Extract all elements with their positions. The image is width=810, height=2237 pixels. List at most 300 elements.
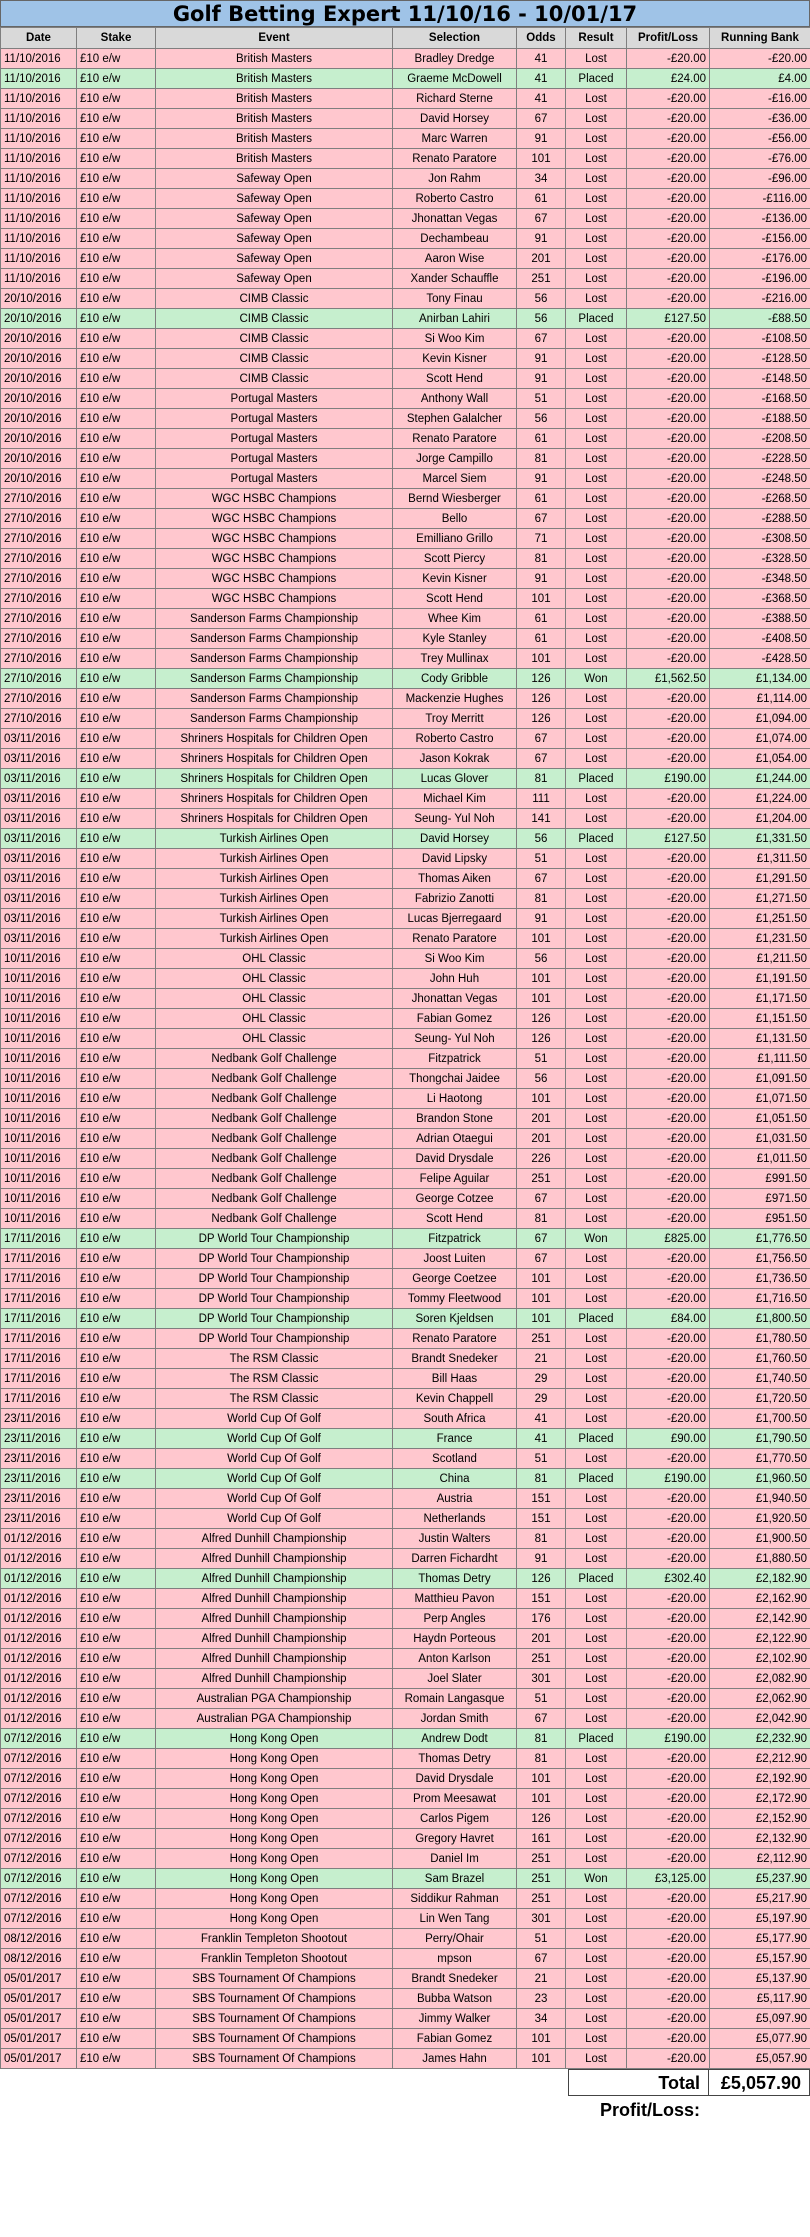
- event-cell: Alfred Dunhill Championship: [156, 1589, 393, 1609]
- profit-loss-cell: -£20.00: [627, 1389, 710, 1409]
- profit-loss-cell: -£20.00: [627, 909, 710, 929]
- event-cell: Nedbank Golf Challenge: [156, 1209, 393, 1229]
- odds-cell: 201: [517, 1629, 566, 1649]
- odds-cell: 41: [517, 1429, 566, 1449]
- table-row: [1, 1809, 810, 1829]
- date-cell: 11/10/2016: [1, 129, 77, 149]
- selection-cell: Dechambeau: [393, 229, 517, 249]
- table-row: [1, 169, 810, 189]
- stake-cell: £10 e/w: [77, 949, 156, 969]
- selection-cell: Cody Gribble: [393, 669, 517, 689]
- date-cell: 27/10/2016: [1, 529, 77, 549]
- date-cell: 23/11/2016: [1, 1489, 77, 1509]
- table-row: [1, 89, 810, 109]
- table-row: [1, 249, 810, 269]
- event-cell: DP World Tour Championship: [156, 1289, 393, 1309]
- table-row: [1, 189, 810, 209]
- profit-loss-cell: -£20.00: [627, 1589, 710, 1609]
- running-bank-cell: £971.50: [710, 1189, 810, 1209]
- odds-cell: 81: [517, 1469, 566, 1489]
- running-bank-cell: -£88.50: [710, 309, 810, 329]
- event-cell: SBS Tournament Of Champions: [156, 2009, 393, 2029]
- result-cell: Lost: [566, 809, 627, 829]
- profit-loss-cell: -£20.00: [627, 1109, 710, 1129]
- profit-loss-cell: -£20.00: [627, 149, 710, 169]
- date-cell: 11/10/2016: [1, 169, 77, 189]
- running-bank-cell: £1,760.50: [710, 1349, 810, 1369]
- running-bank-cell: -£168.50: [710, 389, 810, 409]
- event-cell: Safeway Open: [156, 269, 393, 289]
- profit-loss-cell: -£20.00: [627, 969, 710, 989]
- stake-cell: £10 e/w: [77, 1769, 156, 1789]
- table-row: [1, 2009, 810, 2029]
- profit-loss-cell: -£20.00: [627, 1529, 710, 1549]
- event-cell: Sanderson Farms Championship: [156, 689, 393, 709]
- table-row: [1, 689, 810, 709]
- table-row: [1, 109, 810, 129]
- profit-loss-cell: -£20.00: [627, 1369, 710, 1389]
- event-cell: Nedbank Golf Challenge: [156, 1069, 393, 1089]
- result-cell: Lost: [566, 1489, 627, 1509]
- running-bank-cell: £5,097.90: [710, 2009, 810, 2029]
- profit-loss-cell: -£20.00: [627, 1009, 710, 1029]
- running-bank-cell: £5,077.90: [710, 2029, 810, 2049]
- stake-cell: £10 e/w: [77, 169, 156, 189]
- selection-cell: David Drysdale: [393, 1769, 517, 1789]
- odds-cell: 61: [517, 609, 566, 629]
- profit-loss-cell: £190.00: [627, 769, 710, 789]
- odds-cell: 81: [517, 769, 566, 789]
- date-cell: 10/11/2016: [1, 1149, 77, 1169]
- table-row: [1, 469, 810, 489]
- result-cell: Lost: [566, 709, 627, 729]
- table-row: [1, 449, 810, 469]
- table-row: [1, 1169, 810, 1189]
- odds-cell: 151: [517, 1489, 566, 1509]
- profit-loss-cell: -£20.00: [627, 1969, 710, 1989]
- selection-cell: Kyle Stanley: [393, 629, 517, 649]
- event-cell: Shriners Hospitals for Children Open: [156, 729, 393, 749]
- date-cell: 17/11/2016: [1, 1389, 77, 1409]
- running-bank-cell: £2,132.90: [710, 1829, 810, 1849]
- event-cell: The RSM Classic: [156, 1349, 393, 1369]
- result-cell: Lost: [566, 929, 627, 949]
- date-cell: 17/11/2016: [1, 1309, 77, 1329]
- date-cell: 07/12/2016: [1, 1809, 77, 1829]
- result-cell: Lost: [566, 1369, 627, 1389]
- selection-cell: France: [393, 1429, 517, 1449]
- table-row: [1, 669, 810, 689]
- running-bank-cell: -£188.50: [710, 409, 810, 429]
- profit-loss-cell: -£20.00: [627, 589, 710, 609]
- date-cell: 11/10/2016: [1, 189, 77, 209]
- selection-cell: Gregory Havret: [393, 1829, 517, 1849]
- table-row: [1, 389, 810, 409]
- selection-cell: David Drysdale: [393, 1149, 517, 1169]
- running-bank-cell: £2,152.90: [710, 1809, 810, 1829]
- stake-cell: £10 e/w: [77, 1089, 156, 1109]
- profit-loss-cell: -£20.00: [627, 569, 710, 589]
- running-bank-cell: £1,770.50: [710, 1449, 810, 1469]
- odds-cell: 61: [517, 489, 566, 509]
- odds-cell: 51: [517, 849, 566, 869]
- odds-cell: 51: [517, 1929, 566, 1949]
- stake-cell: £10 e/w: [77, 1909, 156, 1929]
- selection-cell: Bubba Watson: [393, 1989, 517, 2009]
- stake-cell: £10 e/w: [77, 769, 156, 789]
- stake-cell: £10 e/w: [77, 1429, 156, 1449]
- odds-cell: 101: [517, 1289, 566, 1309]
- stake-cell: £10 e/w: [77, 1129, 156, 1149]
- date-cell: 10/11/2016: [1, 1129, 77, 1149]
- selection-cell: Anton Karlson: [393, 1649, 517, 1669]
- running-bank-cell: £5,197.90: [710, 1909, 810, 1929]
- profit-loss-cell: -£20.00: [627, 1329, 710, 1349]
- event-cell: CIMB Classic: [156, 349, 393, 369]
- date-cell: 05/01/2017: [1, 2009, 77, 2029]
- profit-loss-cell: £825.00: [627, 1229, 710, 1249]
- profit-loss-cell: -£20.00: [627, 429, 710, 449]
- stake-cell: £10 e/w: [77, 1389, 156, 1409]
- result-cell: Won: [566, 1869, 627, 1889]
- result-cell: Lost: [566, 749, 627, 769]
- total-value: £5,057.90: [708, 2069, 810, 2096]
- date-cell: 27/10/2016: [1, 509, 77, 529]
- odds-cell: 101: [517, 589, 566, 609]
- result-cell: Lost: [566, 949, 627, 969]
- table-row: [1, 929, 810, 949]
- selection-cell: Tommy Fleetwood: [393, 1289, 517, 1309]
- result-cell: Lost: [566, 1069, 627, 1089]
- result-cell: Lost: [566, 1809, 627, 1829]
- selection-cell: Xander Schauffle: [393, 269, 517, 289]
- table-row: [1, 1289, 810, 1309]
- date-cell: 03/11/2016: [1, 789, 77, 809]
- table-row: [1, 1429, 810, 1449]
- selection-cell: Michael Kim: [393, 789, 517, 809]
- date-cell: 11/10/2016: [1, 249, 77, 269]
- table-row: [1, 849, 810, 869]
- result-cell: Lost: [566, 329, 627, 349]
- date-cell: 17/11/2016: [1, 1249, 77, 1269]
- event-cell: World Cup Of Golf: [156, 1509, 393, 1529]
- date-cell: 03/11/2016: [1, 749, 77, 769]
- stake-cell: £10 e/w: [77, 709, 156, 729]
- selection-cell: Soren Kjeldsen: [393, 1309, 517, 1329]
- stake-cell: £10 e/w: [77, 1969, 156, 1989]
- column-header-row: [1, 28, 810, 49]
- odds-cell: 251: [517, 1649, 566, 1669]
- date-cell: 07/12/2016: [1, 1849, 77, 1869]
- bets-table: [0, 27, 810, 2069]
- table-row: [1, 629, 810, 649]
- selection-cell: Bill Haas: [393, 1369, 517, 1389]
- profit-loss-cell: -£20.00: [627, 1289, 710, 1309]
- result-cell: Lost: [566, 89, 627, 109]
- table-row: [1, 1749, 810, 1769]
- date-cell: 20/10/2016: [1, 329, 77, 349]
- stake-cell: £10 e/w: [77, 2029, 156, 2049]
- table-row: [1, 1889, 810, 1909]
- odds-cell: 101: [517, 1789, 566, 1809]
- running-bank-cell: £1,244.00: [710, 769, 810, 789]
- table-row: [1, 1829, 810, 1849]
- odds-cell: 67: [517, 1249, 566, 1269]
- date-cell: 17/11/2016: [1, 1229, 77, 1249]
- date-cell: 10/11/2016: [1, 1109, 77, 1129]
- event-cell: OHL Classic: [156, 949, 393, 969]
- running-bank-cell: £1,011.50: [710, 1149, 810, 1169]
- date-cell: 20/10/2016: [1, 429, 77, 449]
- running-bank-cell: £2,102.90: [710, 1649, 810, 1669]
- event-cell: CIMB Classic: [156, 309, 393, 329]
- stake-cell: £10 e/w: [77, 549, 156, 569]
- event-cell: Turkish Airlines Open: [156, 869, 393, 889]
- stake-cell: £10 e/w: [77, 1629, 156, 1649]
- table-row: [1, 2049, 810, 2069]
- date-cell: 03/11/2016: [1, 929, 77, 949]
- result-cell: Placed: [566, 1729, 627, 1749]
- running-bank-cell: -£148.50: [710, 369, 810, 389]
- table-row: [1, 429, 810, 449]
- profit-loss-cell: £3,125.00: [627, 1869, 710, 1889]
- result-cell: Placed: [566, 69, 627, 89]
- selection-cell: Romain Langasque: [393, 1689, 517, 1709]
- event-cell: SBS Tournament Of Champions: [156, 2029, 393, 2049]
- event-cell: Sanderson Farms Championship: [156, 669, 393, 689]
- profit-loss-cell: -£20.00: [627, 1549, 710, 1569]
- selection-cell: Lin Wen Tang: [393, 1909, 517, 1929]
- result-cell: Placed: [566, 1569, 627, 1589]
- event-cell: Nedbank Golf Challenge: [156, 1129, 393, 1149]
- date-cell: 11/10/2016: [1, 49, 77, 69]
- event-cell: Hong Kong Open: [156, 1769, 393, 1789]
- stake-cell: £10 e/w: [77, 109, 156, 129]
- result-cell: Lost: [566, 1609, 627, 1629]
- date-cell: 03/11/2016: [1, 729, 77, 749]
- stake-cell: £10 e/w: [77, 1009, 156, 1029]
- date-cell: 11/10/2016: [1, 149, 77, 169]
- table-row: [1, 209, 810, 229]
- result-cell: Won: [566, 1229, 627, 1249]
- selection-cell: Siddikur Rahman: [393, 1889, 517, 1909]
- selection-cell: Fabian Gomez: [393, 2029, 517, 2049]
- date-cell: 11/10/2016: [1, 209, 77, 229]
- stake-cell: £10 e/w: [77, 629, 156, 649]
- date-cell: 27/10/2016: [1, 649, 77, 669]
- profit-loss-cell: -£20.00: [627, 1849, 710, 1869]
- selection-cell: Brandt Snedeker: [393, 1349, 517, 1369]
- table-row: [1, 1149, 810, 1169]
- selection-cell: Aaron Wise: [393, 249, 517, 269]
- odds-cell: 101: [517, 1309, 566, 1329]
- profit-loss-cell: -£20.00: [627, 989, 710, 1009]
- event-cell: British Masters: [156, 109, 393, 129]
- stake-cell: £10 e/w: [77, 329, 156, 349]
- table-row: [1, 49, 810, 69]
- event-cell: Alfred Dunhill Championship: [156, 1629, 393, 1649]
- running-bank-cell: £1,900.50: [710, 1529, 810, 1549]
- result-cell: Lost: [566, 569, 627, 589]
- event-cell: Alfred Dunhill Championship: [156, 1549, 393, 1569]
- result-cell: Lost: [566, 1349, 627, 1369]
- odds-cell: 101: [517, 1269, 566, 1289]
- running-bank-cell: -£428.50: [710, 649, 810, 669]
- table-row: [1, 269, 810, 289]
- selection-cell: Scott Hend: [393, 369, 517, 389]
- event-cell: WGC HSBC Champions: [156, 489, 393, 509]
- running-bank-cell: -£228.50: [710, 449, 810, 469]
- stake-cell: £10 e/w: [77, 49, 156, 69]
- result-cell: Lost: [566, 1129, 627, 1149]
- event-cell: WGC HSBC Champions: [156, 549, 393, 569]
- odds-cell: 71: [517, 529, 566, 549]
- stake-cell: £10 e/w: [77, 1749, 156, 1769]
- date-cell: 03/11/2016: [1, 869, 77, 889]
- col-running-bank: Running Bank: [710, 28, 810, 49]
- col-selection: Selection: [393, 28, 517, 49]
- stake-cell: £10 e/w: [77, 429, 156, 449]
- odds-cell: 34: [517, 2009, 566, 2029]
- event-cell: Portugal Masters: [156, 469, 393, 489]
- profit-loss-cell: -£20.00: [627, 949, 710, 969]
- stake-cell: £10 e/w: [77, 1409, 156, 1429]
- table-row: [1, 989, 810, 1009]
- event-cell: SBS Tournament Of Champions: [156, 1969, 393, 1989]
- event-cell: Safeway Open: [156, 249, 393, 269]
- selection-cell: Bradley Dredge: [393, 49, 517, 69]
- selection-cell: Jordan Smith: [393, 1709, 517, 1729]
- profit-loss-cell: £127.50: [627, 309, 710, 329]
- event-cell: Alfred Dunhill Championship: [156, 1609, 393, 1629]
- selection-cell: Seung- Yul Noh: [393, 809, 517, 829]
- selection-cell: David Horsey: [393, 829, 517, 849]
- running-bank-cell: -£248.50: [710, 469, 810, 489]
- date-cell: 20/10/2016: [1, 289, 77, 309]
- odds-cell: 56: [517, 409, 566, 429]
- selection-cell: Anirban Lahiri: [393, 309, 517, 329]
- odds-cell: 81: [517, 449, 566, 469]
- profit-loss-cell: -£20.00: [627, 1629, 710, 1649]
- selection-cell: Perp Angles: [393, 1609, 517, 1629]
- date-cell: 27/10/2016: [1, 609, 77, 629]
- total-row: [0, 2069, 810, 2120]
- profit-loss-cell: -£20.00: [627, 1909, 710, 1929]
- running-bank-cell: £1,920.50: [710, 1509, 810, 1529]
- table-row: [1, 1029, 810, 1049]
- date-cell: 17/11/2016: [1, 1289, 77, 1309]
- running-bank-cell: -£196.00: [710, 269, 810, 289]
- running-bank-cell: £1,211.50: [710, 949, 810, 969]
- stake-cell: £10 e/w: [77, 1109, 156, 1129]
- selection-cell: mpson: [393, 1949, 517, 1969]
- running-bank-cell: £1,880.50: [710, 1549, 810, 1569]
- odds-cell: 81: [517, 1209, 566, 1229]
- stake-cell: £10 e/w: [77, 689, 156, 709]
- result-cell: Placed: [566, 1429, 627, 1449]
- event-cell: WGC HSBC Champions: [156, 529, 393, 549]
- stake-cell: £10 e/w: [77, 1809, 156, 1829]
- running-bank-cell: £1,331.50: [710, 829, 810, 849]
- result-cell: Lost: [566, 1189, 627, 1209]
- running-bank-cell: -£288.50: [710, 509, 810, 529]
- running-bank-cell: £5,177.90: [710, 1929, 810, 1949]
- table-row: [1, 1069, 810, 1089]
- table-row: [1, 369, 810, 389]
- odds-cell: 91: [517, 909, 566, 929]
- odds-cell: 111: [517, 789, 566, 809]
- running-bank-cell: -£96.00: [710, 169, 810, 189]
- odds-cell: 81: [517, 1529, 566, 1549]
- stake-cell: £10 e/w: [77, 1529, 156, 1549]
- selection-cell: Fitzpatrick: [393, 1049, 517, 1069]
- table-row: [1, 1209, 810, 1229]
- running-bank-cell: £1,720.50: [710, 1389, 810, 1409]
- profit-loss-cell: -£20.00: [627, 2049, 710, 2069]
- running-bank-cell: £1,231.50: [710, 929, 810, 949]
- selection-cell: George Cotzee: [393, 1189, 517, 1209]
- result-cell: Lost: [566, 1269, 627, 1289]
- selection-cell: James Hahn: [393, 2049, 517, 2069]
- result-cell: Lost: [566, 1969, 627, 1989]
- stake-cell: £10 e/w: [77, 1489, 156, 1509]
- profit-loss-cell: -£20.00: [627, 2029, 710, 2049]
- result-cell: Lost: [566, 1029, 627, 1049]
- result-cell: Lost: [566, 1849, 627, 1869]
- stake-cell: £10 e/w: [77, 1069, 156, 1089]
- running-bank-cell: £2,182.90: [710, 1569, 810, 1589]
- running-bank-cell: -£388.50: [710, 609, 810, 629]
- profit-loss-cell: -£20.00: [627, 1069, 710, 1089]
- event-cell: Sanderson Farms Championship: [156, 629, 393, 649]
- selection-cell: Bello: [393, 509, 517, 529]
- profit-loss-cell: -£20.00: [627, 689, 710, 709]
- stake-cell: £10 e/w: [77, 529, 156, 549]
- odds-cell: 301: [517, 1669, 566, 1689]
- event-cell: SBS Tournament Of Champions: [156, 1989, 393, 2009]
- profit-loss-cell: -£20.00: [627, 1409, 710, 1429]
- odds-cell: 101: [517, 1089, 566, 1109]
- running-bank-cell: £1,204.00: [710, 809, 810, 829]
- profit-loss-cell: -£20.00: [627, 1809, 710, 1829]
- result-cell: Lost: [566, 549, 627, 569]
- running-bank-cell: £1,736.50: [710, 1269, 810, 1289]
- table-row: [1, 1609, 810, 1629]
- table-row: [1, 229, 810, 249]
- result-cell: Lost: [566, 729, 627, 749]
- date-cell: 17/11/2016: [1, 1329, 77, 1349]
- running-bank-cell: -£128.50: [710, 349, 810, 369]
- result-cell: Lost: [566, 1689, 627, 1709]
- profit-loss-cell: -£20.00: [627, 229, 710, 249]
- profit-loss-cell: -£20.00: [627, 1209, 710, 1229]
- selection-cell: Troy Merritt: [393, 709, 517, 729]
- table-row: [1, 289, 810, 309]
- date-cell: 07/12/2016: [1, 1789, 77, 1809]
- event-cell: World Cup Of Golf: [156, 1429, 393, 1449]
- selection-cell: Sam Brazel: [393, 1869, 517, 1889]
- stake-cell: £10 e/w: [77, 1229, 156, 1249]
- result-cell: Lost: [566, 409, 627, 429]
- selection-cell: Daniel Im: [393, 1849, 517, 1869]
- odds-cell: 91: [517, 469, 566, 489]
- selection-cell: Brandt Snedeker: [393, 1969, 517, 1989]
- result-cell: Lost: [566, 1149, 627, 1169]
- odds-cell: 41: [517, 89, 566, 109]
- event-cell: Turkish Airlines Open: [156, 849, 393, 869]
- odds-cell: 251: [517, 1169, 566, 1189]
- event-cell: British Masters: [156, 49, 393, 69]
